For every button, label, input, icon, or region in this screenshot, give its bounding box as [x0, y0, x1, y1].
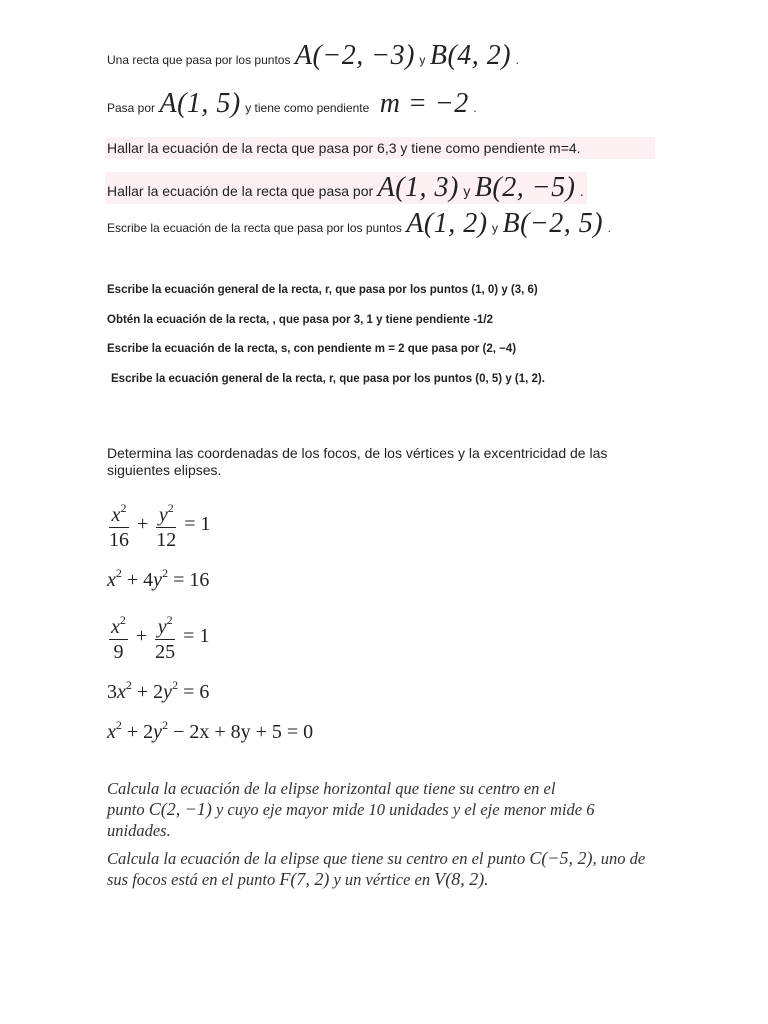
ellipse-intro: Determina las coordenadas de los focos, de los vértices y la excentricidad de las siguientes elipses.: [107, 445, 608, 478]
slope: m = −2: [379, 88, 469, 119]
problem-1: Calcula la ecuación de la elipse horizontal que tiene su centro en el punto C(2, −1) y cuyo eje mayor mide 10 unidades y el eje menor mide 6 unidades.: [107, 779, 595, 840]
statement-line-3: Hallar la ecuación de la recta que pasa por 6,3 y tiene como pendiente m=4.: [105, 137, 655, 159]
statement-text: Escribe la ecuación de la recta que pasa por los puntos: [107, 221, 402, 235]
statement-text: Pasa por: [107, 101, 156, 115]
bold-statement-4: Escribe la ecuación general de la recta, r, que pasa por los puntos (0, 5) y (1, 2).: [111, 373, 545, 385]
fraction: $\frac{y^2}{25}$: [155, 608, 175, 664]
point-a: A(1, 2): [406, 208, 488, 239]
problem-2: Calcula la ecuación de la elipse que tiene su centro en el punto C(−5, 2), uno de sus focos está en el punto F(7, 2) y un vértice en V(8, 2).: [107, 848, 646, 889]
point-b: B(−2, 5): [502, 208, 604, 239]
point-a: A(−2, −3): [294, 40, 415, 71]
statement-text: Hallar la ecuación de la recta que pasa por: [107, 183, 374, 199]
conjunction: y: [492, 221, 499, 235]
statement-text: y tiene como pendiente: [245, 101, 370, 115]
point-a: A(1, 5): [159, 88, 241, 119]
statement-text: Una recta que pasa por los puntos: [107, 53, 291, 67]
fraction: $\frac{x^2}{9}$: [109, 608, 128, 664]
fraction: $\frac{y^2}{12}$: [156, 496, 176, 552]
center-point: C(−5, 2): [529, 848, 593, 868]
fraction: $\frac{x^2}{16}$: [109, 496, 129, 552]
conjunction: y: [463, 183, 471, 199]
center-point: C(2, −1): [148, 799, 212, 819]
statement-line-1: [107, 40, 519, 72]
equation-4: $3x^2 + 2y^2 = 6$: [107, 678, 210, 703]
conjunction: y: [419, 53, 426, 67]
bold-statement-2: Obtén la ecuación de la recta, , que pasa por 3, 1 y tiene pendiente -1/2: [107, 314, 494, 326]
point-a: A(1, 3): [377, 172, 459, 203]
statement-line-5: [107, 208, 611, 240]
vertex-point: V(8, 2): [434, 869, 485, 889]
point-b: B(4, 2): [429, 40, 512, 71]
equation-2: $x^2 + 4y^2 = 16$: [107, 566, 210, 591]
period: .: [579, 183, 584, 199]
equation-1: $\frac{x^2}{16}$ + $\frac{y^2}{12}$ = 1: [107, 496, 217, 552]
statement-line-2: [107, 88, 477, 120]
focus-point: F(7, 2): [279, 869, 330, 889]
bold-statement-1: Escribe la ecuación general de la recta, r, que pasa por los puntos (1, 0) y (3, 6): [107, 284, 538, 296]
point-b: B(2, −5): [474, 172, 576, 203]
equation-3: $\frac{x^2}{9}$ + $\frac{y^2}{25}$ = 1: [107, 608, 215, 664]
equation-5: $x^2 + 2y^2 - 2x + 8y + 5 = 0$: [107, 718, 314, 743]
period: .: [515, 53, 519, 67]
period: .: [607, 221, 611, 235]
bold-statement-3: Escribe la ecuación de la recta, s, con pendiente m = 2 que pasa por (2, −4): [107, 343, 517, 355]
period: .: [473, 101, 477, 115]
statement-line-4: [105, 172, 587, 204]
